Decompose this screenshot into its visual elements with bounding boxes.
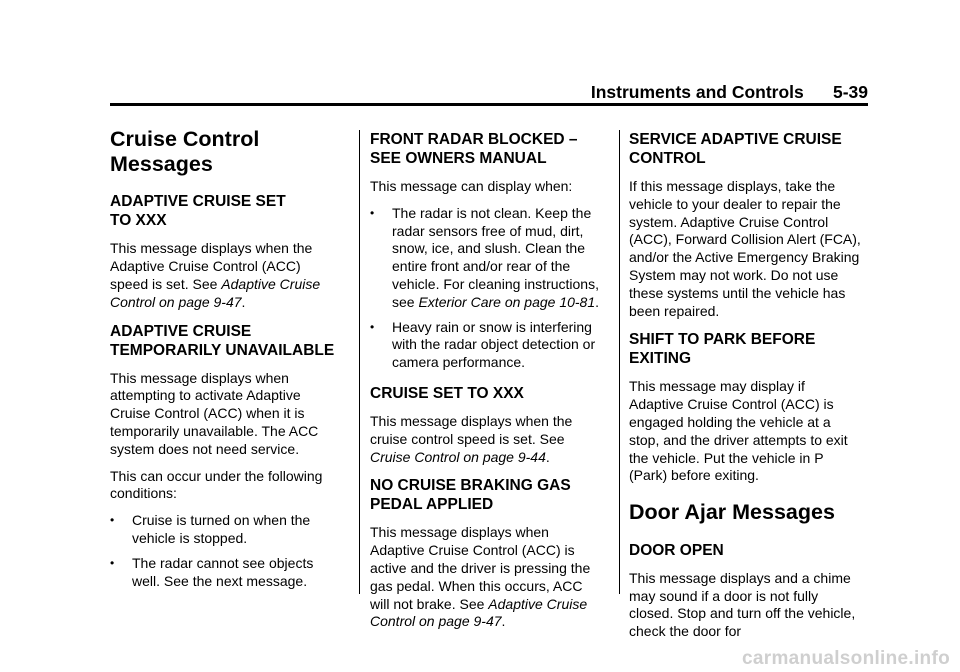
paragraph-service: If this message displays, take the vehicle to your dealer to repair the system. Adaptive Cruise Control (ACC), Forward Collision Alert (FCA), and/or the Active Emergency Braking System may not work. Do not use these systems until the vehicle has been repaired. (629, 178, 861, 319)
page-number: 5-39 (832, 82, 868, 102)
paragraph-text: This message displays when Adaptive Cruise Control (ACC) is active and the driver is pressing the gas pedal. When this occurs, ACC will not brake. See (370, 524, 591, 612)
column-divider-1 (359, 130, 360, 594)
heading-no-cruise-braking (370, 476, 602, 514)
heading-shift-to-park (629, 330, 861, 368)
list-item-text: The radar cannot see objects well. See the next message. (132, 554, 314, 589)
list-item (370, 205, 602, 312)
section-heading-cruise-control: Cruise Control Messages (110, 127, 260, 176)
heading-line: CONTROL (629, 150, 706, 167)
list-item (110, 555, 342, 591)
heading-line: ADAPTIVE CRUISE SET (110, 193, 286, 211)
paragraph-conditions: This can occur under the following conditions: (110, 467, 323, 502)
radar-conditions-list (370, 205, 602, 372)
heading-cruise-set: CRUISE SET TO XXX (370, 384, 524, 402)
paragraph-text: This message displays when the Adaptive Cruise Control (ACC) speed is set. See (110, 240, 313, 293)
list-item-text: Heavy rain or snow is interfering with the radar object detection or camera performance. (392, 318, 596, 371)
period: . (241, 293, 246, 310)
heading-service-adaptive-cruise (629, 130, 861, 168)
list-item (110, 512, 342, 548)
heading-line: SHIFT TO PARK BEFORE (629, 331, 816, 349)
conditions-list (110, 512, 342, 590)
bullet-icon: • (110, 555, 115, 570)
heading-line: ADAPTIVE CRUISE (110, 322, 252, 340)
section-title: Instruments and Controls (590, 82, 804, 102)
list-item (370, 319, 602, 372)
heading-line: TO XXX (110, 212, 167, 230)
paragraph-text: This message displays when the cruise control speed is set. See (370, 412, 573, 447)
heading-line: TEMPORARILY UNAVAILABLE (110, 341, 335, 359)
list-item-text: Cruise is turned on when the vehicle is stopped. (132, 512, 311, 546)
paragraph-acc-temp: This message displays when attempting to activate Adaptive Cruise Control (ACC) when it is temporarily unavailable. The ACC system does not need service. (110, 369, 319, 457)
cross-reference-link[interactable]: Cruise Control on page 9‑44 (370, 448, 546, 465)
heading-line: SEE OWNERS MANUAL (370, 150, 547, 167)
paragraph-shift-to-park: This message may display if Adaptive Cruise Control (ACC) is engaged holding the vehicle at a stop, and the driver attempts to exit the vehicle. Put the vehicle in P (Park) before exiting. (629, 378, 848, 484)
bullet-icon: • (370, 319, 375, 334)
page-header (110, 82, 868, 103)
header-rule (110, 103, 868, 106)
heading-line: NO CRUISE BRAKING GAS (370, 477, 571, 495)
column-2 (370, 120, 602, 640)
column-3 (629, 120, 861, 650)
period: . (501, 613, 506, 630)
heading-line: EXITING (629, 350, 692, 368)
paragraph-no-cruise-braking (370, 524, 602, 631)
paragraph-acc-set (110, 240, 342, 311)
heading-line: PEDAL APPLIED (370, 496, 494, 514)
heading-line: SERVICE ADAPTIVE CRUISE (629, 131, 842, 148)
bullet-icon: • (110, 513, 115, 528)
paragraph-radar-intro: This message can display when: (370, 178, 573, 194)
section-heading-door-ajar: Door Ajar Messages (629, 500, 835, 525)
paragraph-cruise-set (370, 413, 602, 466)
cross-reference-link[interactable]: Adaptive Cruise Control on page 9‑47 (370, 595, 588, 630)
heading-door-open: DOOR OPEN (629, 541, 724, 559)
period: . (545, 448, 550, 465)
heading-line: FRONT RADAR BLOCKED – (370, 131, 578, 148)
heading-acc-temp-unavailable (110, 322, 342, 360)
bullet-icon: • (370, 205, 375, 220)
heading-acc-set (110, 192, 342, 230)
heading-front-radar-blocked (370, 130, 602, 168)
watermark: carmanualsonline.info (742, 648, 950, 669)
cross-reference-link[interactable]: Exterior Care on page 10‑81 (418, 293, 596, 310)
column-divider-2 (619, 130, 620, 594)
cross-reference-link[interactable]: Adaptive Cruise Control on page 9‑47 (110, 276, 321, 310)
list-item-text: The radar is not clean. Keep the radar sensors free of mud, dirt, snow, ice, and slush. Clean the entire front and/or rear of the vehicle. For cleaning instructions, see (392, 204, 599, 310)
period: . (595, 293, 600, 310)
paragraph-door-open: This message displays and a chime may sound if a door is not fully closed. Stop and turn off the vehicle, check the door for (629, 569, 856, 640)
column-1 (110, 120, 342, 597)
